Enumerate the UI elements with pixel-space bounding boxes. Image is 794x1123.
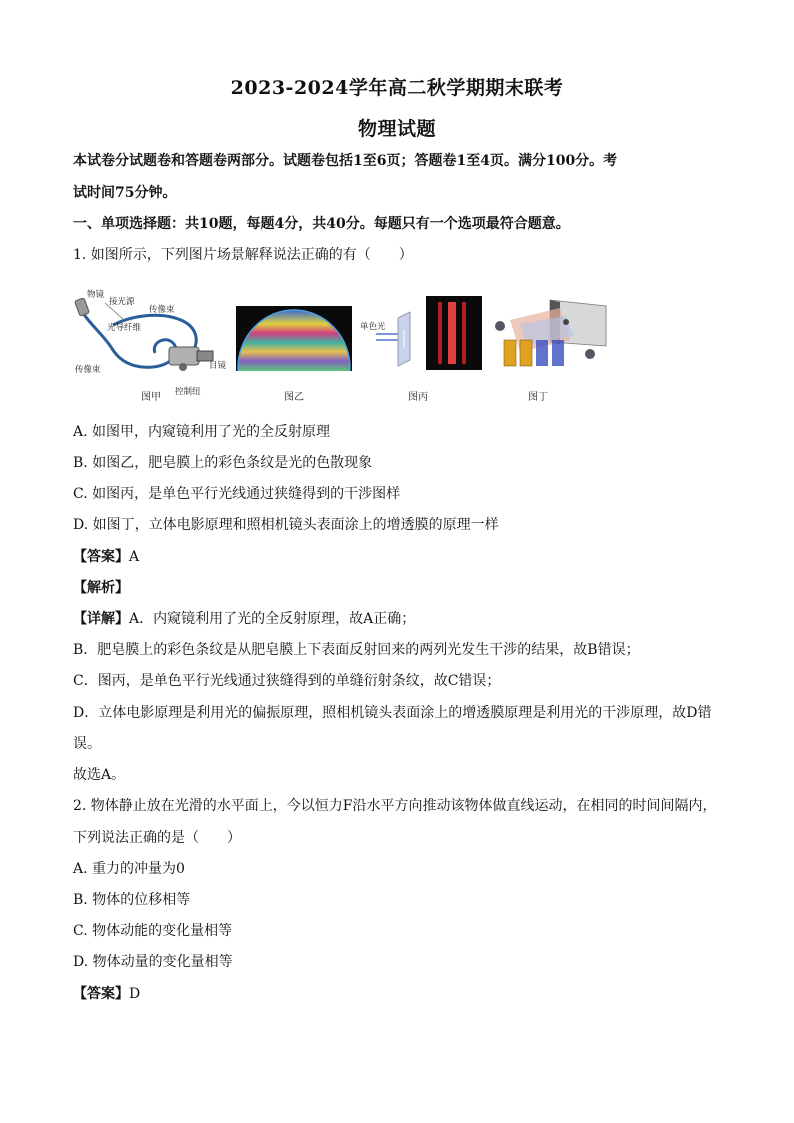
intro-line-2: 试时间75分钟。 (73, 185, 177, 201)
question-1-option-a: A. 如图甲，内窥镜利用了光的全反射原理 (73, 424, 331, 440)
answer-bracket-right: 】 (115, 549, 129, 565)
figure-yi (236, 306, 352, 406)
analysis-bracket-right: 】 (115, 580, 129, 596)
figure-jia (73, 285, 233, 405)
question-2-option-d: D. 物体动量的变化量相等 (73, 954, 233, 970)
detail-tag: 详解 (87, 611, 115, 627)
question-1-option-d: D. 如图丁，立体电影原理和照相机镜头表面涂上的增透膜的原理一样 (73, 517, 499, 533)
question-1-stem: 1. 如图所示，下列图片场景解释说法正确的有（ ） (73, 247, 413, 263)
question-1-conclusion: 故选A。 (73, 767, 126, 783)
question-1-option-b: B. 如图乙，肥皂膜上的彩色条纹是光的色散现象 (73, 455, 373, 471)
question-1-detail-d-line-1: D．立体电影原理是利用光的偏振原理，照相机镜头表面涂上的增透膜原理是利用光的干涉原理，故D错 (73, 705, 712, 721)
exam-title: 2023-2024学年高二秋学期期末联考 (230, 77, 564, 99)
soap-film-image (236, 306, 352, 371)
detail-bracket-right: 】 (115, 611, 129, 627)
label-image-bundle-left: 传像束 (75, 365, 101, 375)
label-monochromatic-light: 单色光 (360, 322, 386, 332)
exam-subject: 物理试题 (357, 118, 436, 140)
answer-bracket-left: 【 (73, 986, 87, 1002)
label-image-bundle-top: 传像束 (149, 305, 175, 315)
detail-bracket-left: 【 (73, 611, 87, 627)
answer-tag: 答案 (87, 549, 115, 565)
figure-ding-caption: 图丁 (528, 392, 548, 403)
question-1-answer (73, 546, 723, 566)
analysis-tag: 解析 (87, 580, 115, 596)
question-1-analysis-heading (73, 577, 723, 597)
label-control-knob: 控制纽 (175, 387, 201, 397)
answer-value: A (129, 549, 140, 565)
intro-line-1: 本试卷分试题卷和答题卷两部分。试题卷包括1至6页；答题卷1至4页。满分100分。考 (73, 153, 618, 169)
section-heading: 一、单项选择题：共10题，每题4分，共40分。每题只有一个选项最符合题意。 (73, 216, 570, 232)
question-1-detail-a (73, 608, 723, 628)
question-1-option-c: C. 如图丙，是单色平行光线通过狭缝得到的干涉图样 (73, 486, 401, 502)
answer-bracket-left: 【 (73, 549, 87, 565)
label-objective-lens: 物镜 (87, 290, 105, 300)
question-1-detail-c: C．图丙，是单色平行光线通过狭缝得到的单缝衍射条纹，故C错误； (73, 673, 501, 689)
question-2-stem-line-2: 下列说法正确的是（ ） (73, 830, 241, 846)
label-light-source: 接光源 (109, 297, 135, 307)
figure-bing-caption: 图丙 (408, 392, 428, 403)
answer-bracket-right: 】 (115, 986, 129, 1002)
label-eyepiece: 目镜 (209, 361, 227, 371)
figure-bing (360, 296, 485, 406)
answer-tag: 答案 (87, 986, 115, 1002)
question-2-answer (73, 983, 723, 1003)
question-2-option-c: C. 物体动能的变化量相等 (73, 923, 233, 939)
figure-jia-caption: 图甲 (141, 392, 161, 403)
figure-yi-caption: 图乙 (284, 392, 304, 403)
question-2-stem-line-1: 2. 物体静止放在光滑的水平面上，今以恒力F沿水平方向推动该物体做直线运动，在相同的时间间隔内， (73, 798, 717, 814)
question-1-detail-d-line-2: 误。 (73, 736, 101, 752)
figure-ding (490, 296, 610, 406)
detail-a-text: A．内窥镜利用了光的全反射原理，故A正确； (129, 611, 416, 627)
label-optical-fiber: 光导纤维 (107, 323, 142, 333)
single-slit-setup (360, 296, 485, 372)
question-1-detail-b: B．肥皂膜上的彩色条纹是从肥皂膜上下表面反射回来的两列光发生干涉的结果，故B错误； (73, 642, 640, 658)
analysis-bracket-left: 【 (73, 580, 87, 596)
stereo-projection-setup (490, 296, 610, 372)
question-2-option-b: B. 物体的位移相等 (73, 892, 191, 908)
answer-value: D (129, 986, 141, 1002)
question-2-option-a: A. 重力的冲量为0 (73, 861, 185, 877)
